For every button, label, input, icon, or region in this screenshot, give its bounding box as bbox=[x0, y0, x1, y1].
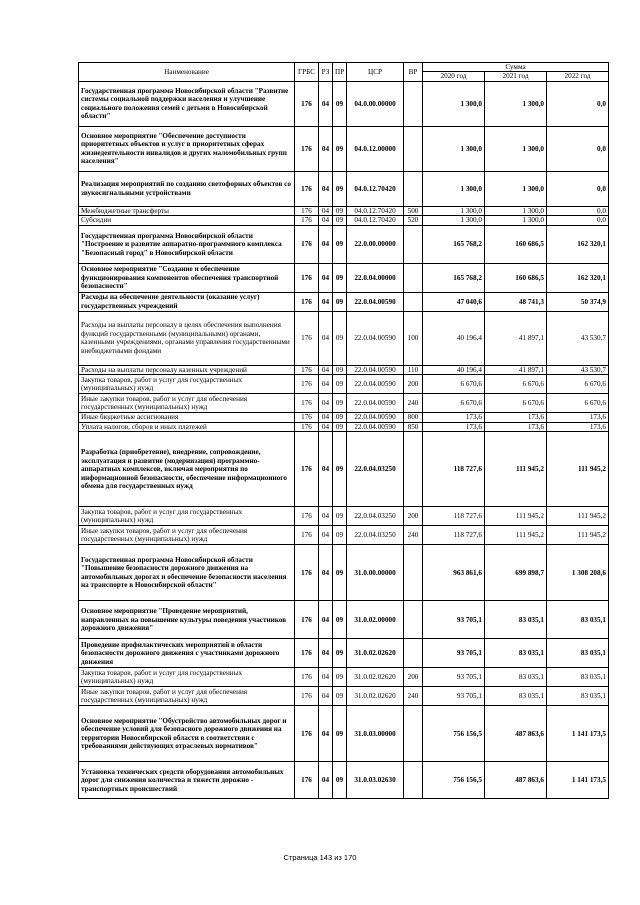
cell-2022: 6 670,6 bbox=[547, 394, 609, 413]
table-row bbox=[79, 706, 609, 762]
table-row bbox=[79, 292, 609, 311]
cell-csr: 22.0.04.00000 bbox=[347, 263, 404, 292]
cell-grbs: 176 bbox=[295, 507, 319, 526]
cell-vr: 200 bbox=[404, 375, 423, 394]
table-row bbox=[79, 413, 609, 422]
header-rz: РЗ bbox=[319, 63, 333, 82]
cell-rz: 04 bbox=[319, 762, 333, 799]
cell-name: Закупка товаров, работ и услуг для государственных (муниципальных) нужд bbox=[79, 507, 295, 526]
cell-name: Основное мероприятие "Создание и обеспечение функционирования компонентов обеспечения транспортной безопасности" bbox=[79, 263, 295, 292]
header-year-2020: 2020 год bbox=[423, 72, 485, 81]
cell-2020: 6 670,6 bbox=[423, 394, 485, 413]
cell-csr: 31.0.02.02620 bbox=[347, 668, 404, 687]
cell-name: Закупка товаров, работ и услуг для государственных (муниципальных) нужд bbox=[79, 375, 295, 394]
cell-pr: 09 bbox=[333, 206, 347, 215]
cell-2020: 118 727,6 bbox=[423, 526, 485, 545]
cell-2021: 160 686,5 bbox=[485, 225, 547, 263]
cell-2020: 93 705,1 bbox=[423, 687, 485, 706]
cell-2021: 487 863,6 bbox=[485, 706, 547, 762]
cell-2021: 487 863,6 bbox=[485, 762, 547, 799]
cell-pr: 09 bbox=[333, 413, 347, 422]
table-row bbox=[79, 81, 609, 126]
cell-vr bbox=[404, 432, 423, 507]
cell-2022: 1 141 173,5 bbox=[547, 706, 609, 762]
cell-vr bbox=[404, 292, 423, 311]
cell-grbs: 176 bbox=[295, 545, 319, 601]
cell-rz: 04 bbox=[319, 216, 333, 225]
cell-grbs: 176 bbox=[295, 706, 319, 762]
cell-vr: 200 bbox=[404, 668, 423, 687]
cell-2021: 83 035,1 bbox=[485, 668, 547, 687]
table-row bbox=[79, 263, 609, 292]
cell-rz: 04 bbox=[319, 375, 333, 394]
cell-vr: 110 bbox=[404, 365, 423, 374]
cell-2022: 83 035,1 bbox=[547, 687, 609, 706]
cell-2021: 173,6 bbox=[485, 413, 547, 422]
cell-pr: 09 bbox=[333, 422, 347, 431]
cell-2021: 111 945,2 bbox=[485, 432, 547, 507]
cell-grbs: 176 bbox=[295, 526, 319, 545]
cell-grbs: 176 bbox=[295, 687, 319, 706]
cell-rz: 04 bbox=[319, 225, 333, 263]
cell-2022: 111 945,2 bbox=[547, 432, 609, 507]
cell-pr: 09 bbox=[333, 126, 347, 171]
cell-vr bbox=[404, 225, 423, 263]
cell-rz: 04 bbox=[319, 292, 333, 311]
cell-name: Субсидии bbox=[79, 216, 295, 225]
cell-vr: 520 bbox=[404, 216, 423, 225]
cell-csr: 31.0.03.02630 bbox=[347, 762, 404, 799]
cell-2022: 1 141 173,5 bbox=[547, 762, 609, 799]
cell-pr: 09 bbox=[333, 762, 347, 799]
cell-2021: 699 898,7 bbox=[485, 545, 547, 601]
cell-2020: 756 156,5 bbox=[423, 706, 485, 762]
cell-2020: 40 196,4 bbox=[423, 365, 485, 374]
cell-pr: 09 bbox=[333, 545, 347, 601]
cell-name: Проведение профилактических мероприятий в области безопасности дорожного движения с участниками дорожного движения bbox=[79, 639, 295, 668]
cell-name: Разработка (приобретение), внедрение, сопровождение, эксплуатация и развитие (модернизация) программно-аппаратных комплексов, включая мероприятия по информационной безопасности, обеспечение информационного обмена для государственных нужд bbox=[79, 432, 295, 507]
cell-2020: 1 300,0 bbox=[423, 206, 485, 215]
cell-vr bbox=[404, 545, 423, 601]
header-grbs: ГРБС bbox=[295, 63, 319, 82]
cell-csr: 22.0.04.03250 bbox=[347, 507, 404, 526]
cell-csr: 22.0.04.03250 bbox=[347, 432, 404, 507]
cell-2022: 0,0 bbox=[547, 216, 609, 225]
cell-2022: 83 035,1 bbox=[547, 668, 609, 687]
cell-2021: 1 300,0 bbox=[485, 216, 547, 225]
header-sum: Сумма bbox=[423, 63, 609, 72]
cell-rz: 04 bbox=[319, 394, 333, 413]
cell-2022: 43 530,7 bbox=[547, 365, 609, 374]
cell-2022: 162 320,1 bbox=[547, 263, 609, 292]
cell-2020: 118 727,6 bbox=[423, 432, 485, 507]
table-row bbox=[79, 639, 609, 668]
cell-pr: 09 bbox=[333, 292, 347, 311]
cell-grbs: 176 bbox=[295, 762, 319, 799]
cell-vr: 500 bbox=[404, 206, 423, 215]
cell-grbs: 176 bbox=[295, 668, 319, 687]
table-row bbox=[79, 432, 609, 507]
cell-grbs: 176 bbox=[295, 311, 319, 365]
cell-rz: 04 bbox=[319, 81, 333, 126]
cell-grbs: 176 bbox=[295, 601, 319, 639]
cell-vr bbox=[404, 81, 423, 126]
cell-csr: 31.0.02.00000 bbox=[347, 601, 404, 639]
cell-2021: 1 300,0 bbox=[485, 171, 547, 206]
cell-rz: 04 bbox=[319, 639, 333, 668]
cell-pr: 09 bbox=[333, 601, 347, 639]
table-row bbox=[79, 601, 609, 639]
table-row bbox=[79, 171, 609, 206]
cell-pr: 09 bbox=[333, 263, 347, 292]
cell-rz: 04 bbox=[319, 422, 333, 431]
cell-2020: 93 705,1 bbox=[423, 639, 485, 668]
cell-name: Иные закупки товаров, работ и услуг для обеспечения государственных (муниципальных) нужд bbox=[79, 687, 295, 706]
cell-2020: 118 727,6 bbox=[423, 507, 485, 526]
cell-vr: 800 bbox=[404, 413, 423, 422]
cell-2022: 162 320,1 bbox=[547, 225, 609, 263]
cell-name: Иные закупки товаров, работ и услуг для обеспечения государственных (муниципальных) нужд bbox=[79, 394, 295, 413]
cell-csr: 22.0.04.03250 bbox=[347, 526, 404, 545]
cell-name: Государственная программа Новосибирской области "Повышение безопасности дорожного движения на автомобильных дорогах и обеспечение безопасности населения на транспорте в Новосибирской области" bbox=[79, 545, 295, 601]
table-row bbox=[79, 375, 609, 394]
cell-2022: 6 670,6 bbox=[547, 375, 609, 394]
header-year-2021: 2021 год bbox=[485, 72, 547, 81]
cell-rz: 04 bbox=[319, 706, 333, 762]
cell-2021: 1 300,0 bbox=[485, 126, 547, 171]
cell-grbs: 176 bbox=[295, 81, 319, 126]
table-row bbox=[79, 422, 609, 431]
budget-table bbox=[78, 62, 609, 799]
cell-2021: 41 897,1 bbox=[485, 365, 547, 374]
cell-pr: 09 bbox=[333, 81, 347, 126]
cell-2021: 1 300,0 bbox=[485, 81, 547, 126]
cell-csr: 22.0.04.00590 bbox=[347, 292, 404, 311]
table-row bbox=[79, 216, 609, 225]
cell-name: Закупка товаров, работ и услуг для государственных (муниципальных) нужд bbox=[79, 668, 295, 687]
cell-2020: 165 768,2 bbox=[423, 263, 485, 292]
cell-grbs: 176 bbox=[295, 225, 319, 263]
cell-grbs: 176 bbox=[295, 263, 319, 292]
cell-2021: 111 945,2 bbox=[485, 526, 547, 545]
cell-2020: 47 040,6 bbox=[423, 292, 485, 311]
table-header bbox=[79, 63, 609, 82]
table-row bbox=[79, 507, 609, 526]
cell-rz: 04 bbox=[319, 206, 333, 215]
cell-pr: 09 bbox=[333, 375, 347, 394]
cell-2020: 173,6 bbox=[423, 413, 485, 422]
cell-rz: 04 bbox=[319, 432, 333, 507]
page-footer: Страница 143 из 170 bbox=[283, 853, 357, 862]
cell-csr: 22.0.04.00590 bbox=[347, 394, 404, 413]
table-row bbox=[79, 365, 609, 374]
cell-rz: 04 bbox=[319, 365, 333, 374]
cell-name: Основное мероприятие "Обеспечение доступности приоритетных объектов и услуг в приоритетных сферах жизнедеятельности инвалидов и других маломобильных групп населения" bbox=[79, 126, 295, 171]
cell-2020: 1 300,0 bbox=[423, 126, 485, 171]
cell-pr: 09 bbox=[333, 225, 347, 263]
header-name: Наименование bbox=[79, 63, 295, 82]
cell-csr: 31.0.02.02620 bbox=[347, 639, 404, 668]
cell-2022: 111 945,2 bbox=[547, 507, 609, 526]
cell-2021: 48 741,3 bbox=[485, 292, 547, 311]
table-row bbox=[79, 668, 609, 687]
cell-2020: 173,6 bbox=[423, 422, 485, 431]
cell-2022: 173,6 bbox=[547, 413, 609, 422]
table-row bbox=[79, 394, 609, 413]
cell-rz: 04 bbox=[319, 413, 333, 422]
cell-csr: 31.0.02.02620 bbox=[347, 687, 404, 706]
cell-2020: 1 300,0 bbox=[423, 81, 485, 126]
cell-name: Основное мероприятие "Проведение мероприятий, направленных на повышение культуры поведения участников дорожного движения" bbox=[79, 601, 295, 639]
cell-2021: 173,6 bbox=[485, 422, 547, 431]
table-row bbox=[79, 545, 609, 601]
cell-grbs: 176 bbox=[295, 413, 319, 422]
cell-vr bbox=[404, 126, 423, 171]
cell-grbs: 176 bbox=[295, 422, 319, 431]
cell-name: Государственная программа Новосибирской области "Построение и развитие аппаратно-программного комплекса "Безопасный город" в Новосибирской области bbox=[79, 225, 295, 263]
cell-grbs: 176 bbox=[295, 126, 319, 171]
cell-2022: 173,6 bbox=[547, 422, 609, 431]
cell-2021: 1 300,0 bbox=[485, 206, 547, 215]
header-pr: ПР bbox=[333, 63, 347, 82]
cell-2020: 963 861,6 bbox=[423, 545, 485, 601]
cell-name: Установка технических средств оборудования автомобильных дорог для снижения количества и тяжести дорожно - транспортных происшествий bbox=[79, 762, 295, 799]
header-vr: ВР bbox=[404, 63, 423, 82]
cell-vr: 240 bbox=[404, 526, 423, 545]
cell-2020: 1 300,0 bbox=[423, 171, 485, 206]
cell-grbs: 176 bbox=[295, 216, 319, 225]
cell-2022: 111 945,2 bbox=[547, 526, 609, 545]
cell-name: Расходы на выплаты персоналу казенных учреждений bbox=[79, 365, 295, 374]
cell-pr: 09 bbox=[333, 687, 347, 706]
cell-pr: 09 bbox=[333, 216, 347, 225]
cell-2020: 1 300,0 bbox=[423, 216, 485, 225]
table-row bbox=[79, 311, 609, 365]
cell-rz: 04 bbox=[319, 545, 333, 601]
cell-vr bbox=[404, 762, 423, 799]
cell-2022: 0,0 bbox=[547, 126, 609, 171]
cell-grbs: 176 bbox=[295, 375, 319, 394]
cell-pr: 09 bbox=[333, 432, 347, 507]
cell-csr: 31.0.03.00000 bbox=[347, 706, 404, 762]
cell-2021: 111 945,2 bbox=[485, 507, 547, 526]
cell-csr: 31.0.00.00000 bbox=[347, 545, 404, 601]
cell-pr: 09 bbox=[333, 365, 347, 374]
cell-vr bbox=[404, 639, 423, 668]
cell-pr: 09 bbox=[333, 706, 347, 762]
cell-csr: 04.0.12.00000 bbox=[347, 126, 404, 171]
table-row bbox=[79, 206, 609, 215]
cell-2020: 93 705,1 bbox=[423, 668, 485, 687]
cell-csr: 22.0.04.00590 bbox=[347, 422, 404, 431]
cell-2022: 1 308 208,6 bbox=[547, 545, 609, 601]
table-row bbox=[79, 225, 609, 263]
cell-csr: 22.0.04.00590 bbox=[347, 311, 404, 365]
cell-grbs: 176 bbox=[295, 365, 319, 374]
cell-pr: 09 bbox=[333, 526, 347, 545]
cell-2021: 6 670,6 bbox=[485, 394, 547, 413]
cell-2020: 6 670,6 bbox=[423, 375, 485, 394]
cell-rz: 04 bbox=[319, 668, 333, 687]
cell-2022: 43 530,7 bbox=[547, 311, 609, 365]
cell-vr bbox=[404, 263, 423, 292]
cell-vr bbox=[404, 706, 423, 762]
cell-pr: 09 bbox=[333, 311, 347, 365]
cell-vr: 850 bbox=[404, 422, 423, 431]
table-row bbox=[79, 526, 609, 545]
cell-csr: 04.0.12.70420 bbox=[347, 171, 404, 206]
cell-name: Основное мероприятие "Обустройство автомобильных дорог и обеспечение условий для безопасного дорожного движения на территории Новосибирской области в соответствии с требованиями действующих отраслевых нормативов" bbox=[79, 706, 295, 762]
table-row bbox=[79, 762, 609, 799]
cell-pr: 09 bbox=[333, 171, 347, 206]
cell-rz: 04 bbox=[319, 507, 333, 526]
cell-name: Расходы на выплаты персоналу в целях обеспечения выполнения функций государственными (муниципальными) органами, казенными учреждениями, органами управления государственными внебюджетными фондами bbox=[79, 311, 295, 365]
cell-csr: 22.0.00.00000 bbox=[347, 225, 404, 263]
cell-csr: 04.0.12.70420 bbox=[347, 216, 404, 225]
cell-pr: 09 bbox=[333, 394, 347, 413]
cell-2020: 93 705,1 bbox=[423, 601, 485, 639]
cell-grbs: 176 bbox=[295, 639, 319, 668]
cell-vr: 240 bbox=[404, 687, 423, 706]
cell-grbs: 176 bbox=[295, 206, 319, 215]
cell-2021: 83 035,1 bbox=[485, 639, 547, 668]
cell-name: Расходы на обеспечение деятельности (оказание услуг) государственных учреждений bbox=[79, 292, 295, 311]
cell-grbs: 176 bbox=[295, 292, 319, 311]
cell-2020: 756 156,5 bbox=[423, 762, 485, 799]
cell-pr: 09 bbox=[333, 507, 347, 526]
cell-name: Реализация мероприятий по созданию светофорных объектов со звукосигнальными устройствами bbox=[79, 171, 295, 206]
cell-vr: 100 bbox=[404, 311, 423, 365]
cell-2020: 165 768,2 bbox=[423, 225, 485, 263]
table-body bbox=[79, 81, 609, 798]
cell-name: Уплата налогов, сборов и иных платежей bbox=[79, 422, 295, 431]
cell-2022: 0,0 bbox=[547, 206, 609, 215]
cell-2022: 83 035,1 bbox=[547, 601, 609, 639]
cell-csr: 22.0.04.00590 bbox=[347, 413, 404, 422]
cell-rz: 04 bbox=[319, 601, 333, 639]
cell-rz: 04 bbox=[319, 263, 333, 292]
cell-csr: 22.0.04.00590 bbox=[347, 375, 404, 394]
cell-grbs: 176 bbox=[295, 171, 319, 206]
header-year-2022: 2022 год bbox=[547, 72, 609, 81]
cell-rz: 04 bbox=[319, 526, 333, 545]
cell-vr bbox=[404, 171, 423, 206]
cell-2021: 6 670,6 bbox=[485, 375, 547, 394]
cell-name: Иные бюджетные ассигнования bbox=[79, 413, 295, 422]
table-row bbox=[79, 126, 609, 171]
cell-name: Государственная программа Новосибирской области "Развитие системы социальной поддержки населения и улучшение социального положения семей с детьми в Новосибирской области" bbox=[79, 81, 295, 126]
cell-2022: 0,0 bbox=[547, 171, 609, 206]
cell-csr: 04.0.00.00000 bbox=[347, 81, 404, 126]
cell-vr: 240 bbox=[404, 394, 423, 413]
cell-csr: 04.0.12.70420 bbox=[347, 206, 404, 215]
header-csr: ЦСР bbox=[347, 63, 404, 82]
cell-rz: 04 bbox=[319, 687, 333, 706]
cell-2021: 41 897,1 bbox=[485, 311, 547, 365]
cell-name: Межбюджетные трансферты bbox=[79, 206, 295, 215]
cell-2022: 0,0 bbox=[547, 81, 609, 126]
cell-name: Иные закупки товаров, работ и услуг для обеспечения государственных (муниципальных) нужд bbox=[79, 526, 295, 545]
cell-pr: 09 bbox=[333, 668, 347, 687]
cell-2022: 83 035,1 bbox=[547, 639, 609, 668]
cell-2021: 160 686,5 bbox=[485, 263, 547, 292]
cell-rz: 04 bbox=[319, 171, 333, 206]
cell-2020: 40 196,4 bbox=[423, 311, 485, 365]
cell-csr: 22.0.04.00590 bbox=[347, 365, 404, 374]
table-row bbox=[79, 687, 609, 706]
cell-2022: 50 374,9 bbox=[547, 292, 609, 311]
cell-grbs: 176 bbox=[295, 432, 319, 507]
cell-pr: 09 bbox=[333, 639, 347, 668]
cell-vr bbox=[404, 601, 423, 639]
cell-rz: 04 bbox=[319, 126, 333, 171]
cell-2021: 83 035,1 bbox=[485, 687, 547, 706]
cell-vr: 200 bbox=[404, 507, 423, 526]
cell-rz: 04 bbox=[319, 311, 333, 365]
cell-2021: 83 035,1 bbox=[485, 601, 547, 639]
cell-grbs: 176 bbox=[295, 394, 319, 413]
